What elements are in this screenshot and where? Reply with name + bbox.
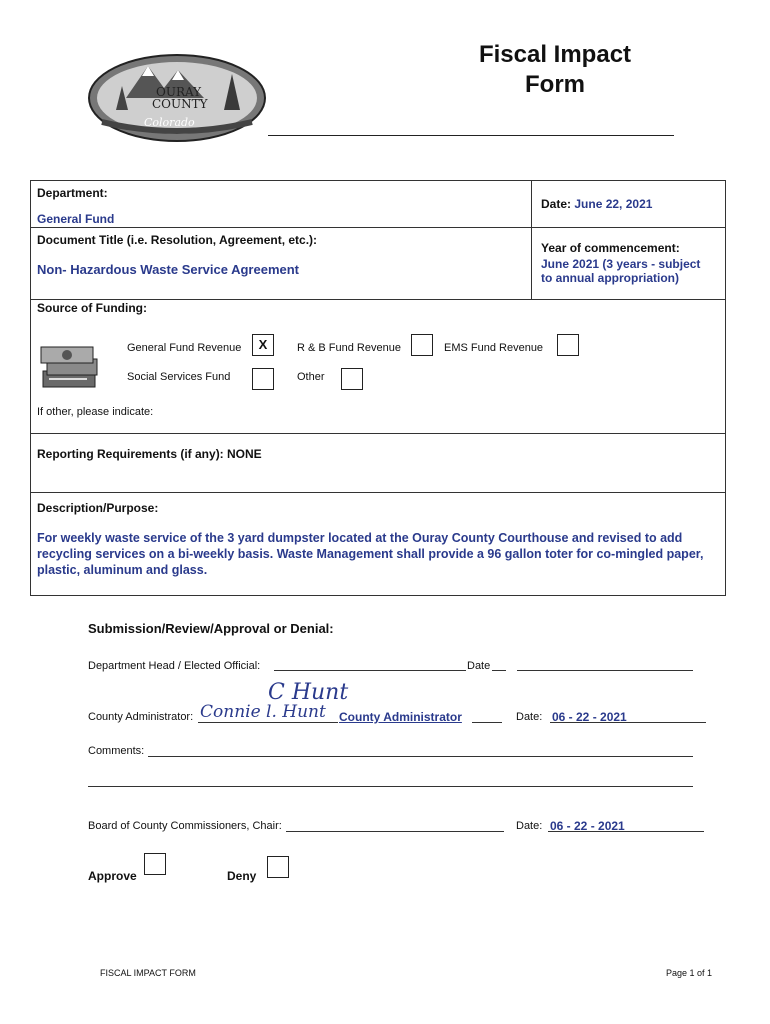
other-fund-checkbox[interactable] xyxy=(341,368,363,390)
title-underline xyxy=(268,135,674,136)
comments-line-1[interactable] xyxy=(148,756,693,757)
row-divider xyxy=(31,492,725,493)
county-admin-title: County Administrator xyxy=(339,710,462,724)
description-label: Description/Purpose: xyxy=(37,501,159,515)
comments-label: Comments: xyxy=(88,745,145,757)
if-other-label: If other, please indicate: xyxy=(37,406,154,418)
year-value-line1: June 2021 (3 years - subject xyxy=(541,257,701,271)
county-admin-label: County Administrator: xyxy=(88,711,194,723)
form-title-line1: Fiscal Impact xyxy=(478,41,632,68)
social-services-label: Social Services Fund xyxy=(127,371,231,383)
description-text: For weekly waste service of the 3 yard dumpster located at the Ouray County Courthouse and revised to add recycling services on a bi-weekly basis. Waste Management shall provide a 96 gallon toter for co-mingled paper, plastic, aluminum and glass. xyxy=(37,531,704,577)
fiscal-form-table xyxy=(30,180,726,596)
rb-fund-label: R & B Fund Revenue xyxy=(297,342,401,354)
footer-form-name: FISCAL IMPACT FORM xyxy=(100,968,196,978)
document-title-value: Non- Hazardous Waste Service Agreement xyxy=(37,262,299,277)
form-title-line2: Form xyxy=(525,71,585,98)
ems-fund-checkbox[interactable] xyxy=(557,334,579,356)
ouray-county-logo xyxy=(86,52,268,148)
general-fund-label: General Fund Revenue xyxy=(127,342,242,354)
row-divider xyxy=(31,299,725,300)
board-date: 06 - 22 - 2021 xyxy=(550,819,625,833)
dept-head-date-prefix-line xyxy=(492,670,506,671)
rb-fund-checkbox[interactable] xyxy=(411,334,433,356)
department-label: Department: xyxy=(37,186,108,200)
approval-heading: Submission/Review/Approval or Denial: xyxy=(88,621,334,636)
county-admin-signature: Connie l. Hunt xyxy=(200,702,326,722)
document-title-label: Document Title (i.e. Resolution, Agreement, etc.): xyxy=(37,233,318,247)
row-divider xyxy=(31,227,725,228)
board-chair-label: Board of County Commissioners, Chair: xyxy=(88,820,282,832)
logo-text-county: COUNTY xyxy=(152,97,208,111)
approve-label: Approve xyxy=(88,869,137,883)
year-value xyxy=(541,257,700,285)
logo-text-colorado: Colorado xyxy=(144,116,195,129)
logo-text-ouray: OURAY xyxy=(156,85,202,99)
footer-page-number: Page 1 of 1 xyxy=(666,968,713,978)
column-divider xyxy=(531,181,532,299)
ems-fund-label: EMS Fund Revenue xyxy=(444,342,544,354)
county-admin-initials-signature: C Hunt xyxy=(268,680,349,705)
row-divider xyxy=(31,433,725,434)
date-field xyxy=(541,197,652,211)
board-date-label: Date: xyxy=(516,820,543,832)
general-fund-checkbox[interactable]: X xyxy=(252,334,274,356)
dept-head-label: Department Head / Elected Official: xyxy=(88,660,261,672)
department-value: General Fund xyxy=(37,212,115,226)
year-label: Year of commencement: xyxy=(541,241,680,255)
social-services-checkbox[interactable] xyxy=(252,368,274,390)
date-label: Date: xyxy=(541,197,572,211)
year-value-line2: to annual appropriation) xyxy=(541,271,679,285)
county-admin-gap-line xyxy=(472,722,502,723)
deny-checkbox[interactable] xyxy=(267,856,289,878)
dept-head-signature-line[interactable] xyxy=(274,670,466,671)
funding-label: Source of Funding: xyxy=(37,301,147,315)
form-title xyxy=(430,40,680,100)
board-chair-signature-line[interactable] xyxy=(286,831,504,832)
money-stack-icon xyxy=(39,341,103,393)
county-admin-date-label: Date: xyxy=(516,711,543,723)
board-date-line[interactable] xyxy=(548,831,704,832)
reporting-requirements: Reporting Requirements (if any): NONE xyxy=(37,447,262,461)
county-admin-signature-line[interactable] xyxy=(198,722,338,723)
deny-label: Deny xyxy=(227,869,257,883)
approve-checkbox[interactable] xyxy=(144,853,166,875)
dept-head-date-label: Date xyxy=(467,660,491,672)
county-admin-date: 06 - 22 - 2021 xyxy=(552,710,627,724)
county-admin-date-line[interactable] xyxy=(550,722,706,723)
other-fund-label: Other xyxy=(297,371,325,383)
comments-line-2[interactable] xyxy=(88,786,693,787)
dept-head-date-line[interactable] xyxy=(517,670,693,671)
date-value: June 22, 2021 xyxy=(574,197,653,211)
